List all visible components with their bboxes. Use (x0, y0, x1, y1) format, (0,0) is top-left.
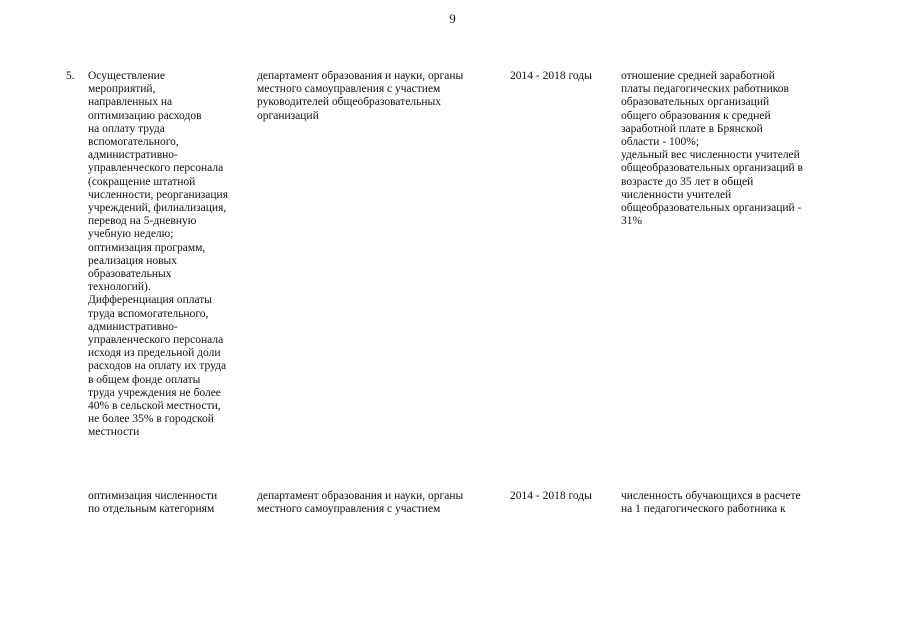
period-cell: 2014 - 2018 годы (510, 490, 592, 502)
indicator-cell: отношение средней заработной платы педагогических работников образовательных организаций общего образования к средней заработной плате в Брянской области - 100%; удельный вес численности учителей общеобразовательных организаций в возрасте до 35 лет в общей численности учителей общеобразовательных организаций - 31% (621, 70, 803, 228)
page-number: 9 (449, 11, 456, 26)
period-cell: 2014 - 2018 годы (510, 70, 592, 82)
activity-cell: оптимизация численности по отдельным категориям (88, 490, 218, 516)
row-number: 5. (66, 70, 75, 82)
executor-cell: департамент образования и науки, органы местного самоуправления с участием руководителей общеобразовательных организаций (257, 70, 464, 122)
executor-cell: департамент образования и науки, органы местного самоуправления с участием (257, 490, 464, 516)
indicator-cell: численность обучающихся в расчете на 1 педагогического работника к (621, 490, 801, 516)
activity-cell: Осуществление мероприятий, направленных на оптимизацию расходов на оплату труда вспомогательного, административно- управленческого персонала (сокращение штатной численности, реорганизация учреждений, филиализация, перевод на 5-дневную учебную неделю; оптимизация программ, реализация новых образовательных технологий). Дифференциация оплаты труда вспомогательного, административно- управленческого персонала исходя из предельной доли расходов на оплату их труда в общем фонде оплаты труда учреждения не более 40% в сельской местности, не более 35% в городской местности (88, 70, 228, 439)
